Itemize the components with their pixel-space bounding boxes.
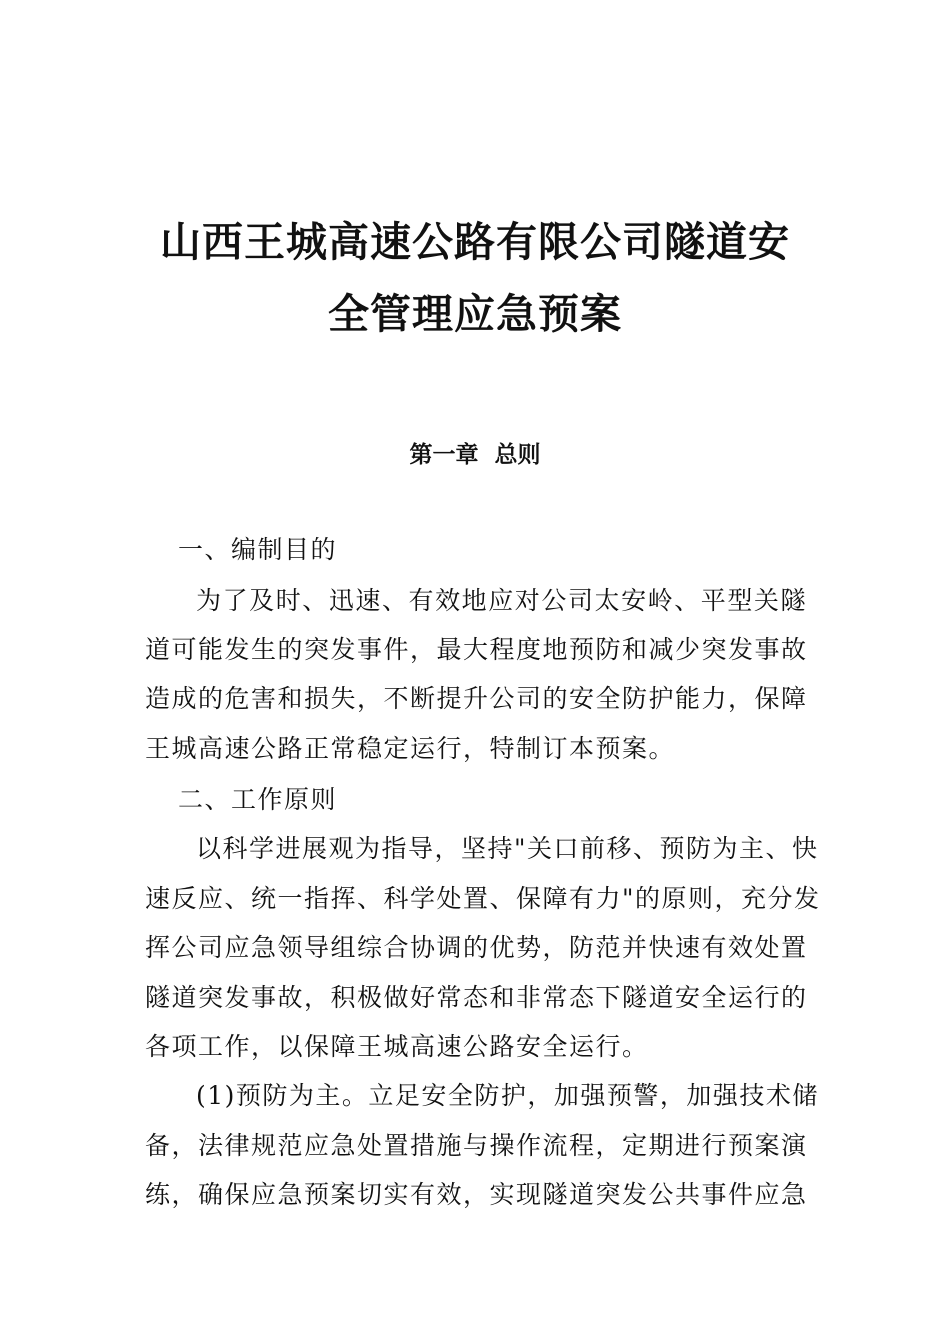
paragraph-line: 隧道突发事故，积极做好常态和非常态下隧道安全运行的 (145, 983, 808, 1012)
chapter-heading: 第一章 总则 (409, 441, 541, 468)
paragraph-line: 挥公司应急领导组综合协调的优势，防范并快速有效处置 (145, 933, 808, 962)
paragraph-line: (1)预防为主。立足安全防护，加强预警，加强技术储 (196, 1081, 819, 1110)
paragraph-line: 为了及时、迅速、有效地应对公司太安岭、平型关隧 (196, 586, 807, 615)
paragraph-line: 练，确保应急预案切实有效，实现隧道突发公共事件应急 (145, 1180, 808, 1209)
paragraph-line: 速反应、统一指挥、科学处置、保障有力"的原则，充分发 (145, 884, 821, 913)
section-heading-principles: 二、工作原则 (178, 785, 338, 814)
paragraph-line: 以科学进展观为指导，坚持"关口前移、预防为主、快 (196, 834, 819, 863)
paragraph-line: 备，法律规范应急处置措施与操作流程，定期进行预案演 (145, 1131, 808, 1160)
document-title-line-1: 山西王城高速公路有限公司隧道安 (160, 218, 790, 266)
paragraph-line: 道可能发生的突发事件，最大程度地预防和减少突发事故 (145, 635, 808, 664)
paragraph-line: 王城高速公路正常稳定运行，特制订本预案。 (145, 734, 676, 763)
paragraph-line: 造成的危害和损失，不断提升公司的安全防护能力，保障 (145, 684, 808, 713)
document-title-line-2: 全管理应急预案 (328, 290, 622, 338)
section-heading-purpose: 一、编制目的 (178, 535, 338, 564)
paragraph-line: 各项工作，以保障王城高速公路安全运行。 (145, 1032, 649, 1061)
